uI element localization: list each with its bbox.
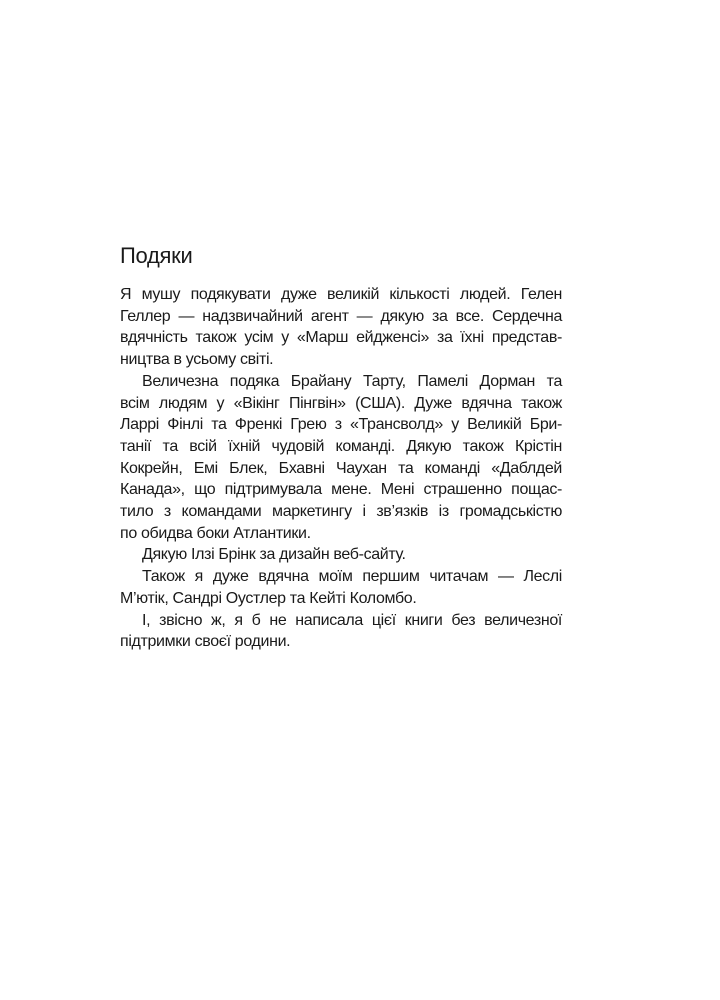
text-line: підтримки своєї родини.	[120, 633, 291, 651]
text-line: Канада», що підтримувала мене. Мені страшенно пощас-	[120, 481, 562, 499]
text-line: Ларрі Фінлі та Френкі Грею з «Трансволд» у Великій Бри-	[120, 416, 562, 434]
text-line: Дякую Ілзі Брінк за дизайн веб-сайту.	[142, 546, 406, 564]
acknowledgements-text	[120, 284, 562, 653]
text-line: тило з командами маркетингу і зв’язків із громадськістю	[120, 503, 562, 521]
text-line: ництва в усьому світі.	[120, 351, 274, 369]
text-line: Кокрейн, Емі Блек, Бхавні Чаухан та команді «Даблдей	[120, 459, 562, 477]
text-line: по обидва боки Атлантики.	[120, 524, 311, 542]
text-line: всім людям у «Вікінг Пінгвін» (США). Дуже вдячна також	[120, 394, 562, 412]
text-line: Геллер — надзвичайний агент — дякую за все. Сердечна	[120, 307, 562, 325]
text-line: Величезна подяка Брайану Тарту, Памелі Дорман та	[142, 372, 562, 390]
text-line: Я мушу подякувати дуже великій кількості людей. Гелен	[120, 286, 562, 303]
page-title: Подяки	[120, 243, 193, 268]
text-line: І, звісно ж, я б не написала цієї книги без величезної	[142, 611, 562, 629]
text-line: вдячність також усім у «Марш ейдженсі» за їхні представ-	[120, 329, 562, 347]
text-line: Також я дуже вдячна моїм першим читачам — Леслі	[142, 568, 562, 586]
text-line: танії та всій їхній чудовій команді. Дякую також Крістін	[120, 437, 562, 455]
text-line: М’ютік, Сандрі Оустлер та Кейті Коломбо.	[120, 589, 417, 607]
